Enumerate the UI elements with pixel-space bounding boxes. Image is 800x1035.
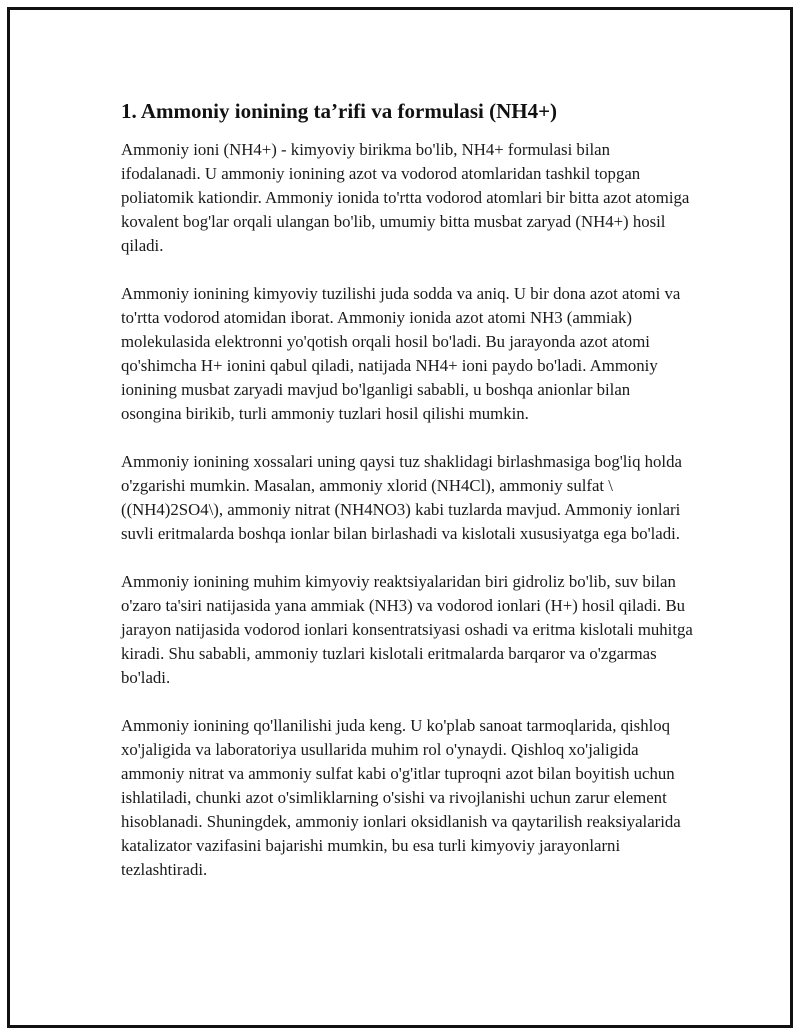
paragraph-properties: Ammoniy ionining xossalari uning qaysi tuz shaklidagi birlashmasiga bog'liq holda o'zgarishi mumkin. Masalan, ammoniy xlorid (NH4Cl), ammoniy sulfat \((NH4)2SO4\), ammoniy nitrat (NH4NO3) kabi tuzlarda mavjud. Ammoniy ionlari suvli eritmalarda boshqa ionlar bilan birlashadi va kislotali xususiyatga ega bo'ladi. bbox=[121, 452, 682, 543]
paragraph-structure: Ammoniy ionining kimyoviy tuzilishi juda sodda va aniq. U bir dona azot atomi va to'rtta vodorod atomidan iborat. Ammoniy ionida azot atomi NH3 (ammiak) molekulasida elektronni yo'qotish orqali hosil bo'ladi. Bu jarayonda azot atomi qo'shimcha H+ ionini qabul qiladi, natijada NH4+ ioni paydo bo'ladi. Ammoniy ionining musbat zaryadi mavjud bo'lganligi sababli, u boshqa anionlar bilan osongina birikib, turli ammoniy tuzlari hosil qilishi mumkin. bbox=[121, 284, 681, 423]
paragraph-hydrolysis: Ammoniy ionining muhim kimyoviy reaktsiyalaridan biri gidroliz bo'lib, suv bilan o'zaro ta'siri natijasida yana ammiak (NH3) va vodorod ionlari (H+) hosil qiladi. Bu jarayon natijasida vodorod ionlari konsentratsiyasi oshadi va eritma kislotali muhitga kiradi. Shu sababli, ammoniy tuzlari kislotali eritmalarda barqaror va o'zgarmas bo'ladi. bbox=[121, 572, 693, 687]
paragraph-applications: Ammoniy ionining qo'llanilishi juda keng. U ko'plab sanoat tarmoqlarida, qishloq xo'jaligida va laboratoriya usullarida muhim rol o'ynaydi. Qishloq xo'jaligida ammoniy nitrat va ammoniy sulfat kabi o'g'itlar tuproqni azot bilan boyitish uchun ishlatiladi, chunki azot o'simliklarning o'sishi va rivojlanishi uchun zarur element hisoblanadi. Shuningdek, ammoniy ionlari oksidlanish va qaytarilish reaksiyalarida katalizator vazifasini bajarishi mumkin, bu esa turli kimyoviy jarayonlarni tezlashtiradi. bbox=[121, 716, 681, 879]
section-title: 1. Ammoniy ionining ta’rifi va formulasi (NH4+) bbox=[121, 99, 558, 123]
paragraph-definition: Ammoniy ioni (NH4+) - kimyoviy birikma bo'lib, NH4+ formulasi bilan ifodalanadi. U ammoniy ionining azot va vodorod atomlaridan tashkil topgan poliatomik kationdir. Ammoniy ionida to'rtta vodorod atomlari bir bitta azot atomiga kovalent bog'lar orqali ulangan bo'lib, umumiy bitta musbat zaryad (NH4+) hosil qiladi. bbox=[121, 140, 690, 255]
document-body bbox=[121, 98, 693, 906]
page-frame bbox=[7, 7, 793, 1028]
